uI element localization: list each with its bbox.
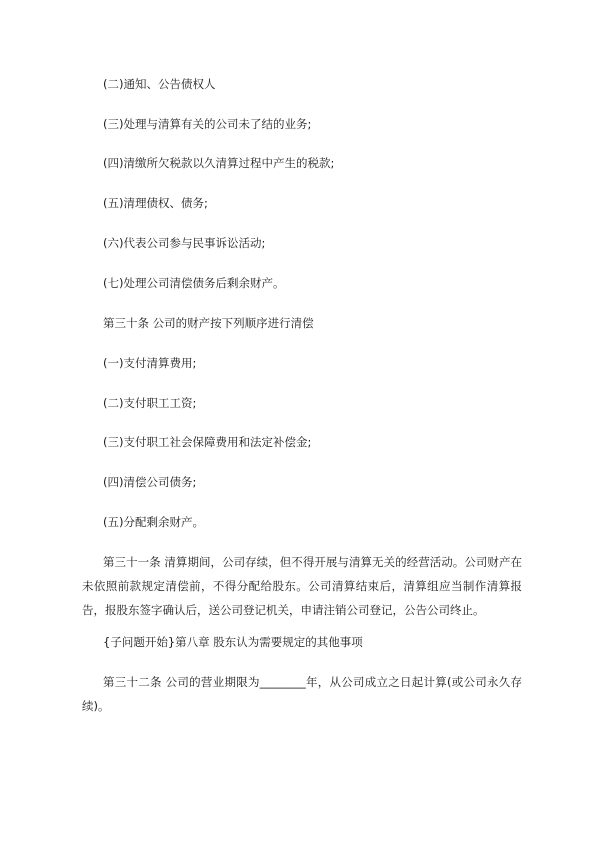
liquidation-order-1: (一)支付清算费用; [103,356,197,370]
liquidation-order-4: (四)清偿公司债务; [103,475,197,489]
liquidation-order-5: (五)分配剩余财产。 [103,515,204,529]
clause-item-2: (二)通知、公告债权人 [103,77,216,91]
article-32-paragraph: 第三十二条 公司的营业期限为________年，从公司成立之日起计算(或公司永久存续)。 [82,675,522,713]
clause-item-4: (四)清缴所欠税款以久清算过程中产生的税款; [103,156,335,170]
clause-item-7: (七)处理公司清偿债务后剩余财产。 [103,276,285,290]
article-31-paragraph: 第三十一条 清算期间，公司存续，但不得开展与清算无关的经营活动。公司财产在未依照前款规定清偿前，不得分配给股东。公司清算结束后，清算组应当制作清算报告，报股东签字确认后，送公司登记机关，申请注销公司登记，公告公司终止。 [82,555,522,617]
clause-item-6: (六)代表公司参与民事诉讼活动; [103,236,266,250]
liquidation-order-3: (三)支付职工社会保障费用和法定补偿金; [103,435,312,449]
chapter-8-heading: {子问题开始}第八章 股东认为需要规定的其他事项 [103,635,363,649]
clause-item-5: (五)清理债权、债务; [103,196,208,210]
article-30-heading: 第三十条 公司的财产按下列顺序进行清偿 [103,316,314,330]
clause-item-3: (三)处理与清算有关的公司未了结的业务; [103,117,312,131]
liquidation-order-2: (二)支付职工工资; [103,396,197,410]
